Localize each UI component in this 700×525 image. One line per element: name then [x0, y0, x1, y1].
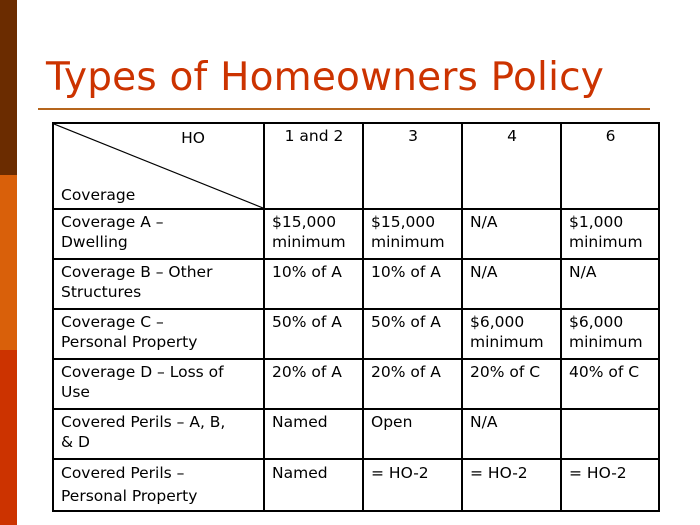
table-row [53, 409, 659, 459]
table-row [53, 459, 659, 511]
table-cell: Named [264, 459, 363, 511]
row-label: Coverage D – Loss of Use [53, 359, 264, 409]
table-cell: Open [363, 409, 462, 459]
table-cell: $15,000 minimum [264, 209, 363, 259]
table-cell: N/A [462, 409, 561, 459]
table-cell: N/A [462, 259, 561, 309]
table-cell: 50% of A [264, 309, 363, 359]
table-cell: $6,000 minimum [561, 309, 659, 359]
table-row [53, 359, 659, 409]
row-label: Covered Perils – A, B, & D [53, 409, 264, 459]
table-cell: 10% of A [363, 259, 462, 309]
table-cell [561, 409, 659, 459]
column-header: 1 and 2 [264, 123, 363, 209]
row-label: Covered Perils – Personal Property [53, 459, 264, 511]
table-cell: 40% of C [561, 359, 659, 409]
row-label: Coverage A – Dwelling [53, 209, 264, 259]
table-cell: 20% of A [264, 359, 363, 409]
side-accent-bottom [0, 350, 17, 525]
table-cell: 20% of C [462, 359, 561, 409]
row-label: Coverage B – Other Structures [53, 259, 264, 309]
table-cell: = HO-2 [462, 459, 561, 511]
side-accent-middle [0, 175, 17, 350]
column-header: 4 [462, 123, 561, 209]
table-cell: N/A [561, 259, 659, 309]
corner-ho-label: HO [181, 129, 205, 147]
table-cell: $6,000 minimum [462, 309, 561, 359]
table-cell: $1,000 minimum [561, 209, 659, 259]
table-header-row [53, 123, 659, 209]
corner-coverage-label: Coverage [61, 186, 136, 204]
table-cell: = HO-2 [561, 459, 659, 511]
corner-header-cell [53, 123, 264, 209]
row-label: Coverage C – Personal Property [53, 309, 264, 359]
policy-comparison-table [52, 122, 660, 512]
table-cell: $15,000 minimum [363, 209, 462, 259]
table-cell: 50% of A [363, 309, 462, 359]
table-cell: 10% of A [264, 259, 363, 309]
table-row [53, 309, 659, 359]
title-underline [38, 108, 650, 110]
column-header: 6 [561, 123, 659, 209]
column-header: 3 [363, 123, 462, 209]
table-cell: Named [264, 409, 363, 459]
table-row [53, 259, 659, 309]
table-cell: 20% of A [363, 359, 462, 409]
slide-title: Types of Homeowners Policy [46, 55, 605, 100]
side-accent-bar [0, 0, 17, 525]
table-cell: N/A [462, 209, 561, 259]
side-accent-top [0, 0, 17, 175]
table-row [53, 209, 659, 259]
table-cell: = HO-2 [363, 459, 462, 511]
